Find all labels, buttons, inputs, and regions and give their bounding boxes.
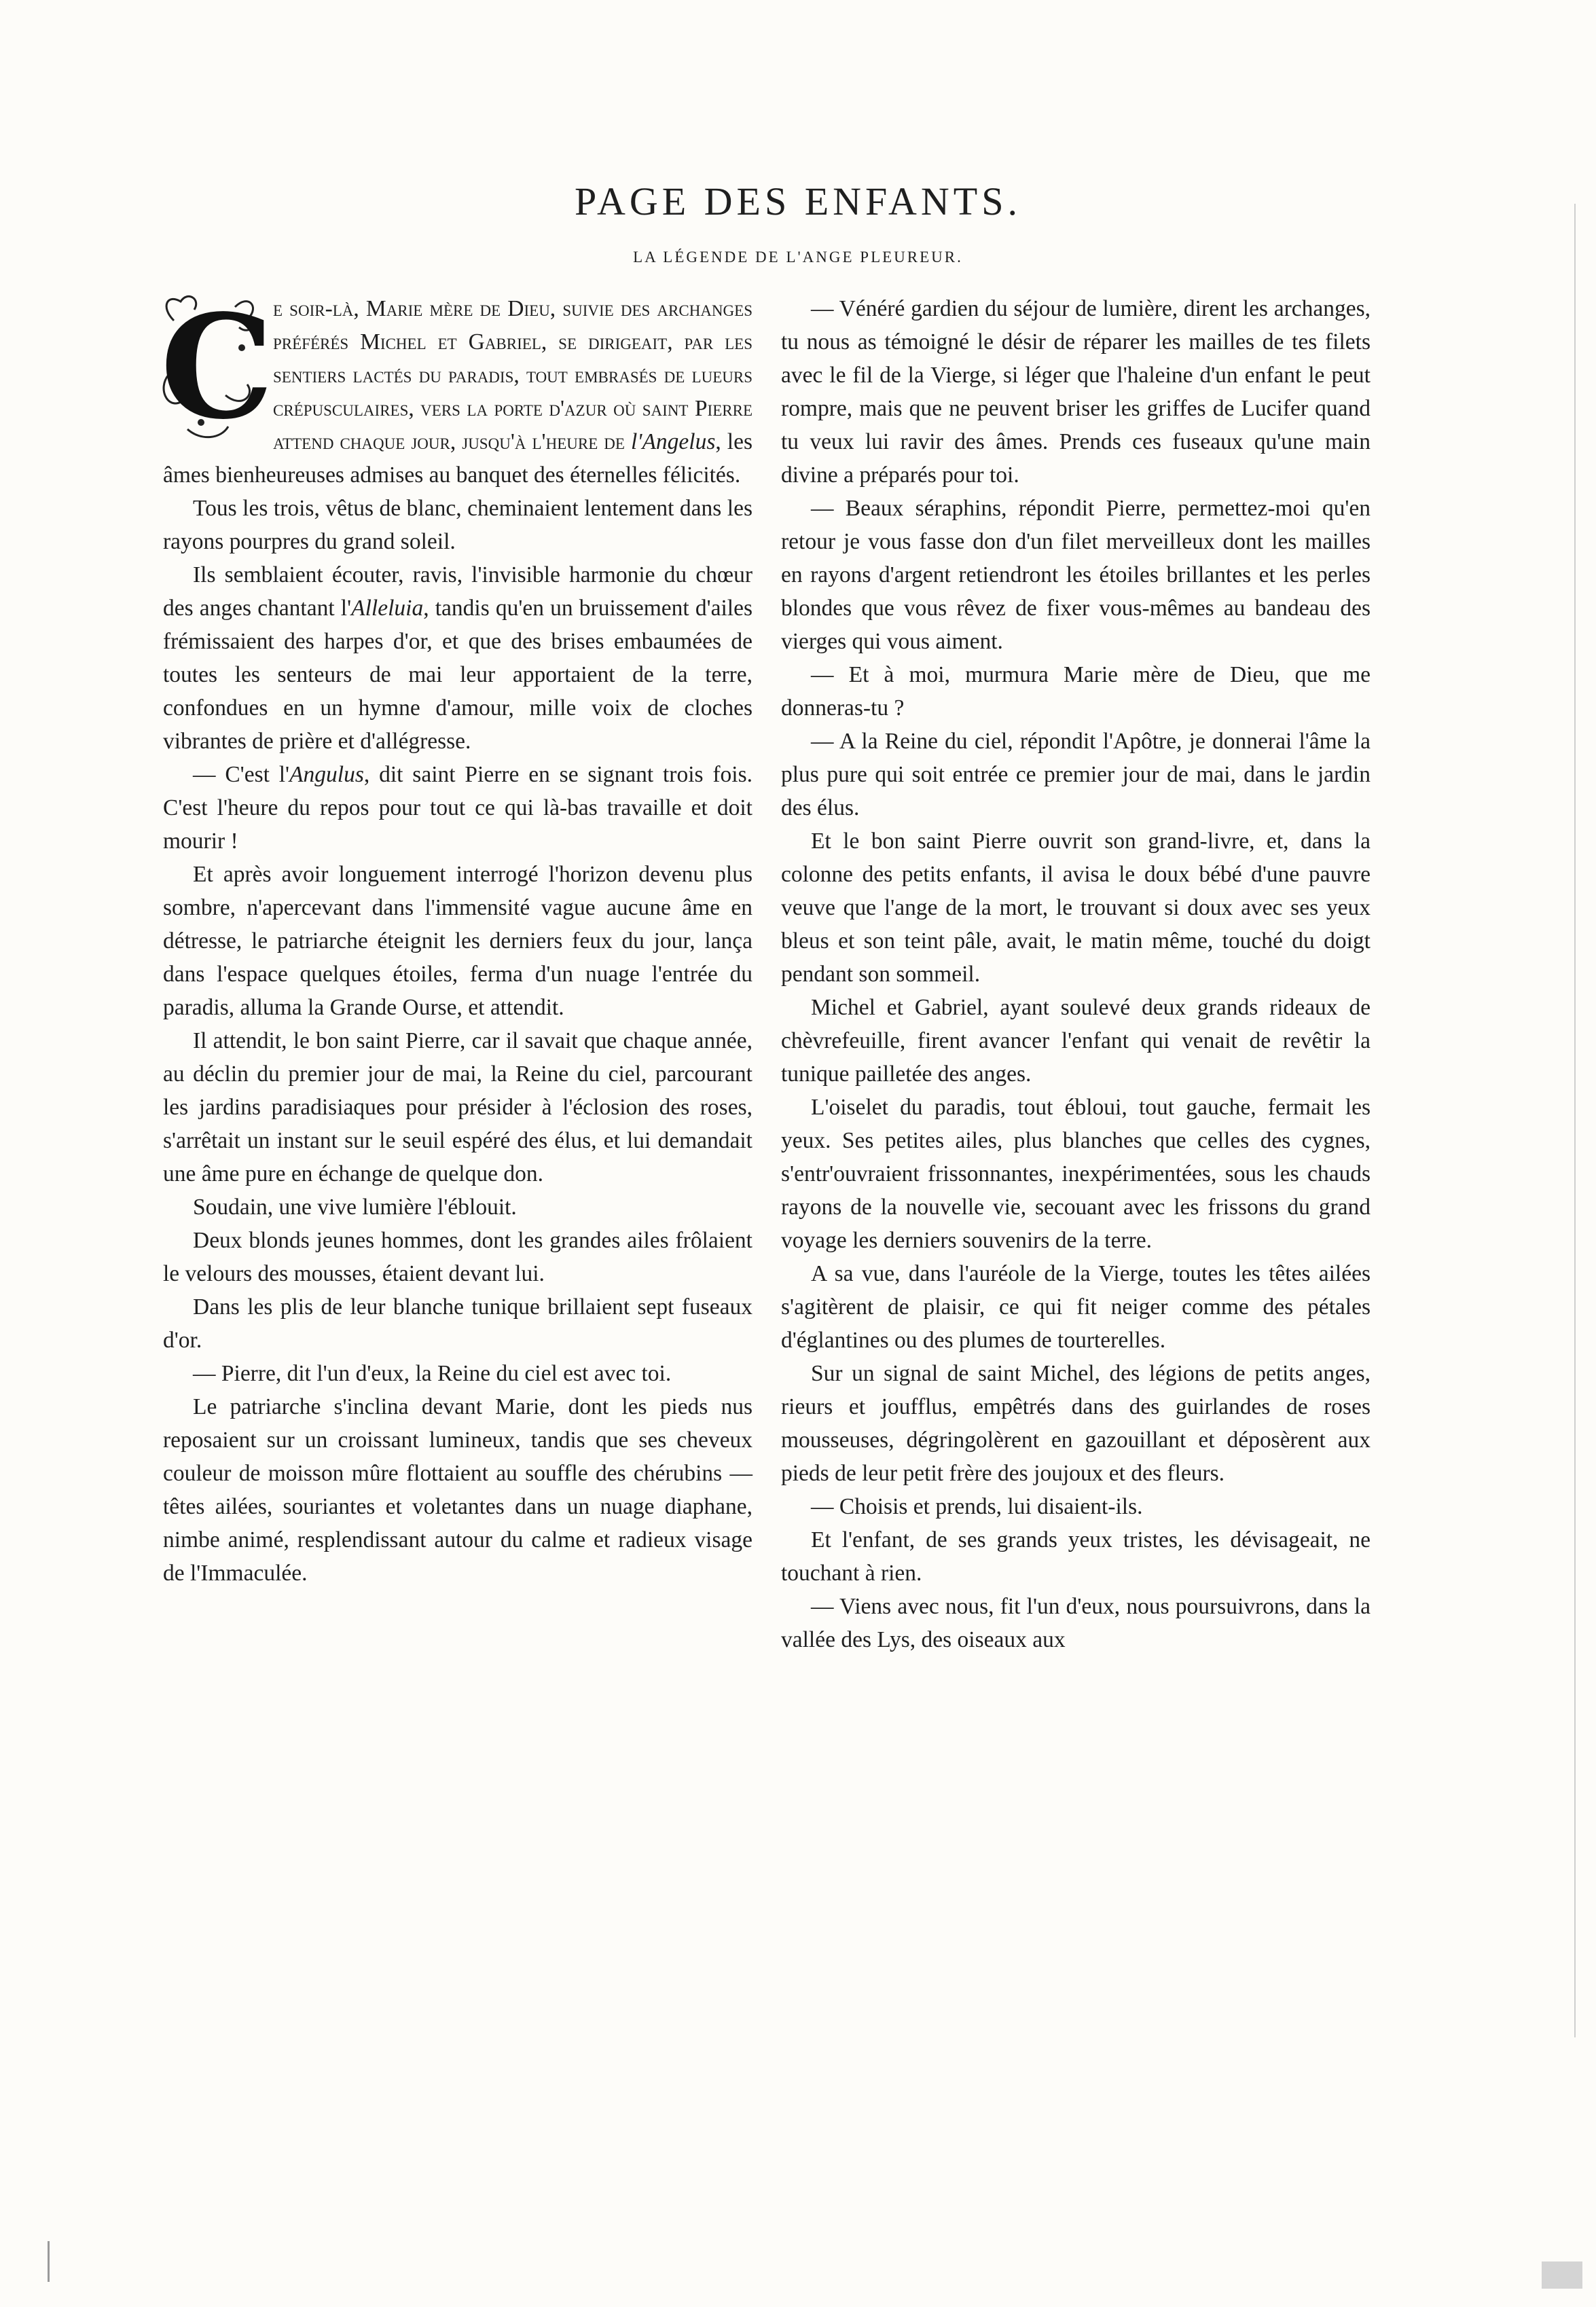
paragraph-text: Ils semblaient écouter, ravis, l'invisible harmonie du chœur des anges chantant l' [163,562,752,621]
left-column [160,283,752,1590]
paragraph-emphasis: Alleluia [351,596,424,621]
paragraph: — Et à moi, murmura Marie mère de Dieu, que me donneras-tu ? [781,662,1371,721]
intro-text-end: , les âmes bienheureuses admises au banquet des éternelles félicités. [163,429,752,488]
paragraph: Le patriarche s'inclina devant Marie, dont les pieds nus reposaient sur un croissant lumineux, tandis que ses cheveux couleur de moisson mûre flottaient au souffle des chérubins — têtes ailées, souriantes et voletantes dans un nuage diaphane, nimbe animé, resplendissant autour du calme et radieux visage de l'Immaculée. [163,1394,752,1586]
scan-edge-mark [1574,204,1576,2037]
page-title: PAGE DES ENFANTS. [575,179,1021,223]
paragraph: Et le bon saint Pierre ouvrit son grand-livre, et, dans la colonne des petits enfants, il avisa le doux bébé d'une pauvre veuve que l'ange de la mort, le trouvant si doux avec ses yeux bleus et son teint pâle, avait, le matin même, touché du doigt pendant son sommeil. [781,829,1371,987]
paragraph: — Viens avec nous, fit l'un d'eux, nous poursuivrons, dans la vallée des Lys, des oiseaux aux [781,1594,1371,1652]
paragraph: Michel et Gabriel, ayant soulevé deux grands rideaux de chèvrefeuille, firent avancer l'enfant qui venait de revêtir la tunique pailletée des anges. [781,995,1371,1087]
paragraph: L'oiselet du paradis, tout ébloui, tout gauche, fermait les yeux. Ses petites ailes, plus blanches que celles des cygnes, s'entr'ouvraient frissonnantes, inexpérimentées, sous les chauds rayons de la nouvelle vie, secouant avec les frissons du grand voyage les derniers souvenirs de la terre. [781,1095,1371,1253]
paragraph: — Beaux séraphins, répondit Pierre, permettez-moi qu'en retour je vous fasse don d'un filet merveilleux dont les mailles en rayons d'argent retiendront les étoiles brillantes et les perles blondes que vous rêvez de fixer vous-mêmes au bandeau des vierges qui vous aiment. [781,496,1371,654]
paragraph: Dans les plis de leur blanche tunique brillaient sept fuseaux d'or. [163,1294,752,1353]
paragraph: Et après avoir longuement interrogé l'horizon devenu plus sombre, n'apercevant dans l'immensité vague aucune âme en détresse, le patriarche éteignit les derniers feux du jour, lança dans l'espace quelques étoiles, ferma d'un nuage l'entrée du paradis, alluma la Grande Ourse, et attendit. [163,862,752,1020]
paragraph: Sur un signal de saint Michel, des légions de petits anges, rieurs et joufflus, empêtrés dans des guirlandes de roses mousseuses, dégringolèrent en gazouillant et déposèrent aux pieds de leur petit frère des joujoux et des fleurs. [781,1361,1371,1486]
intro-text: e soir-là, Marie mère de Dieu, suivie des archanges préférés Michel et Gabriel, se dirigeait, par les sentiers lactés du paradis, tout embrasés de lueurs crépusculaires, vers la porte d'azur où saint Pierre attend chaque jour, jusqu'à l'heure de [273,296,752,454]
scan-edge-mark [48,2241,50,2282]
story-subtitle: LA LÉGENDE DE L'ANGE PLEUREUR. [633,249,963,266]
paragraph: — A la Reine du ciel, répondit l'Apôtre, je donnerai l'âme la plus pure qui soit entrée ce premier jour de mai, dans le jardin des élus. [781,729,1371,820]
paragraph: — Vénéré gardien du séjour de lumière, dirent les archanges, tu nous as témoigné le désir de réparer les mailles de tes filets avec le fil de la Vierge, si léger que l'haleine d'un enfant le peut rompre, mais que ne peuvent briser les griffes de Lucifer quand tu veux lui ravir des âmes. Prends ces fuseaux qu'une main divine a préparés pour toi. [781,296,1371,488]
paragraph: Deux blonds jeunes hommes, dont les grandes ailes frôlaient le velours des mousses, étaient devant lui. [163,1228,752,1286]
paragraph [163,558,752,758]
paragraph: — Pierre, dit l'un d'eux, la Reine du ciel est avec toi. [193,1361,672,1386]
paragraph: Et l'enfant, de ses grands yeux tristes, les dévisageait, ne touchant à rien. [781,1527,1371,1586]
paragraph: — Choisis et prends, lui disaient-ils. [811,1494,1143,1519]
dropcap-letter: C [160,283,274,451]
right-column [781,292,1371,1656]
paragraph: Il attendit, le bon saint Pierre, car il savait que chaque année, au déclin du premier jour de mai, la Reine du ciel, parcourant les jardins paradisiaques pour présider à l'éclosion des roses, s'arrêtait un instant sur le seuil espéré des élus, et lui demandait une âme pure en échange de quelque don. [163,1028,752,1186]
paragraph: A sa vue, dans l'auréole de la Vierge, toutes les têtes ailées s'agitèrent de plaisir, ce qui fit neiger comme des pétales d'églantines ou des plumes de tourterelles. [781,1261,1371,1353]
paragraph-text: , dit saint Pierre en se signant trois fois. C'est l'heure du repos pour tout ce qui là-bas travaille et doit mourir ! [163,762,752,854]
paragraph-text: — C'est l' [193,762,290,787]
intro-paragraph [160,283,752,492]
paragraph-text: , tandis qu'en un bruissement d'ailes frémissaient des harpes d'or, et que des brises embaumées de toutes les senteurs de mai leur apportaient de la terre, confondues en un hymne d'amour, mille voix de cloches vibrantes de prière et d'allégresse. [163,596,752,754]
paragraph [163,758,752,858]
paragraph: Soudain, une vive lumière l'éblouit. [193,1195,517,1220]
ornamental-dropcap-icon [160,283,274,451]
scan-edge-mark [1542,2261,1582,2289]
paragraph: Tous les trois, vêtus de blanc, cheminaient lentement dans les rayons pourpres du grand soleil. [163,496,752,554]
intro-emphasis: l'Angelus [630,429,716,454]
paragraph-emphasis: Angulus [289,762,364,787]
